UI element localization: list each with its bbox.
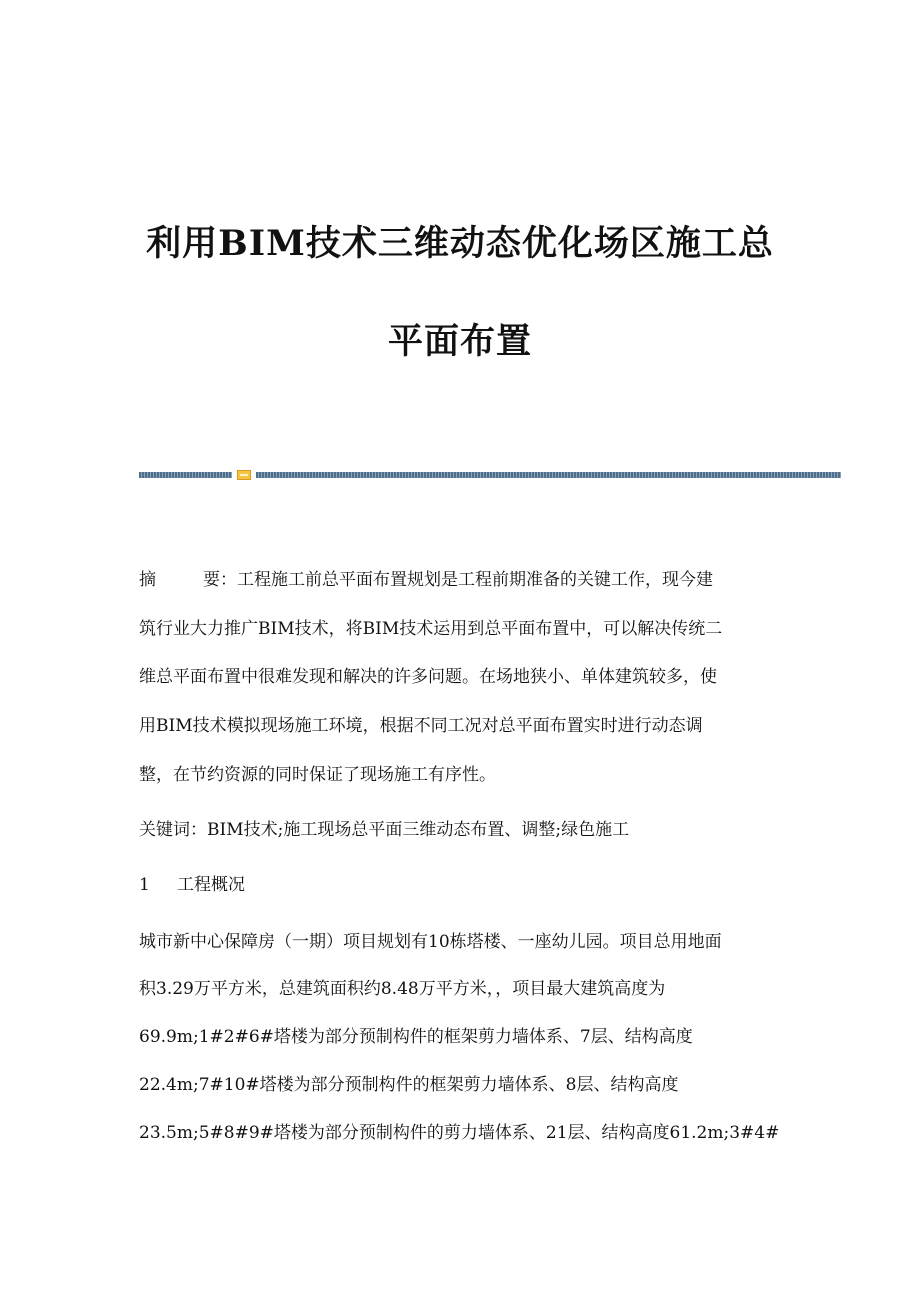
- abstract-line: 维总平面布置中很难发现和解决的许多问题。在场地狭小、单体建筑较多，使: [139, 667, 717, 687]
- section-title: 工程概况: [177, 875, 245, 895]
- divider-bar-right: [256, 472, 841, 478]
- divider-bar-left: [139, 472, 232, 478]
- section-number: 1: [139, 875, 150, 895]
- abstract-label-second: 要：: [203, 570, 237, 590]
- abstract-line: 用BIM技术模拟现场施工环境，根据不同工况对总平面布置实时进行动态调: [139, 716, 703, 736]
- envelope-ornament-icon: [237, 470, 251, 480]
- abstract-line: 工程施工前总平面布置规划是工程前期准备的关键工作，现今建: [237, 570, 713, 590]
- document-title-line-2: 平面布置: [387, 321, 532, 362]
- title-divider: [139, 470, 841, 480]
- abstract-line: 整，在节约资源的同时保证了现场施工有序性。: [139, 765, 496, 785]
- body-line: 积3.29万平方米，总建筑面积约8.48万平方米，，项目最大建筑高度为: [139, 979, 666, 999]
- body-line: 23.5m;5#8#9#塔楼为部分预制构件的剪力墙体系、21层、结构高度61.2m;3#4#: [139, 1123, 780, 1143]
- section-heading: [139, 873, 245, 897]
- abstract-label-first: 摘: [139, 570, 156, 590]
- body-line: 69.9m;1#2#6#塔楼为部分预制构件的框架剪力墙体系、7层、结构高度: [139, 1027, 693, 1047]
- body-line: 22.4m;7#10#塔楼为部分预制构件的框架剪力墙体系、8层、结构高度: [139, 1075, 679, 1095]
- keywords-line: 关键词：BIM技术;施工现场总平面三维动态布置、调整;绿色施工: [139, 820, 630, 840]
- abstract-paragraph: [139, 568, 713, 592]
- body-line: 城市新中心保障房（一期）项目规划有10栋塔楼、一座幼儿园。项目总用地面: [139, 932, 722, 952]
- abstract-line: 筑行业大力推广BIM技术，将BIM技术运用到总平面布置中，可以解决传统二: [139, 619, 723, 639]
- document-title-line-1: 利用BIM技术三维动态优化场区施工总: [146, 223, 774, 264]
